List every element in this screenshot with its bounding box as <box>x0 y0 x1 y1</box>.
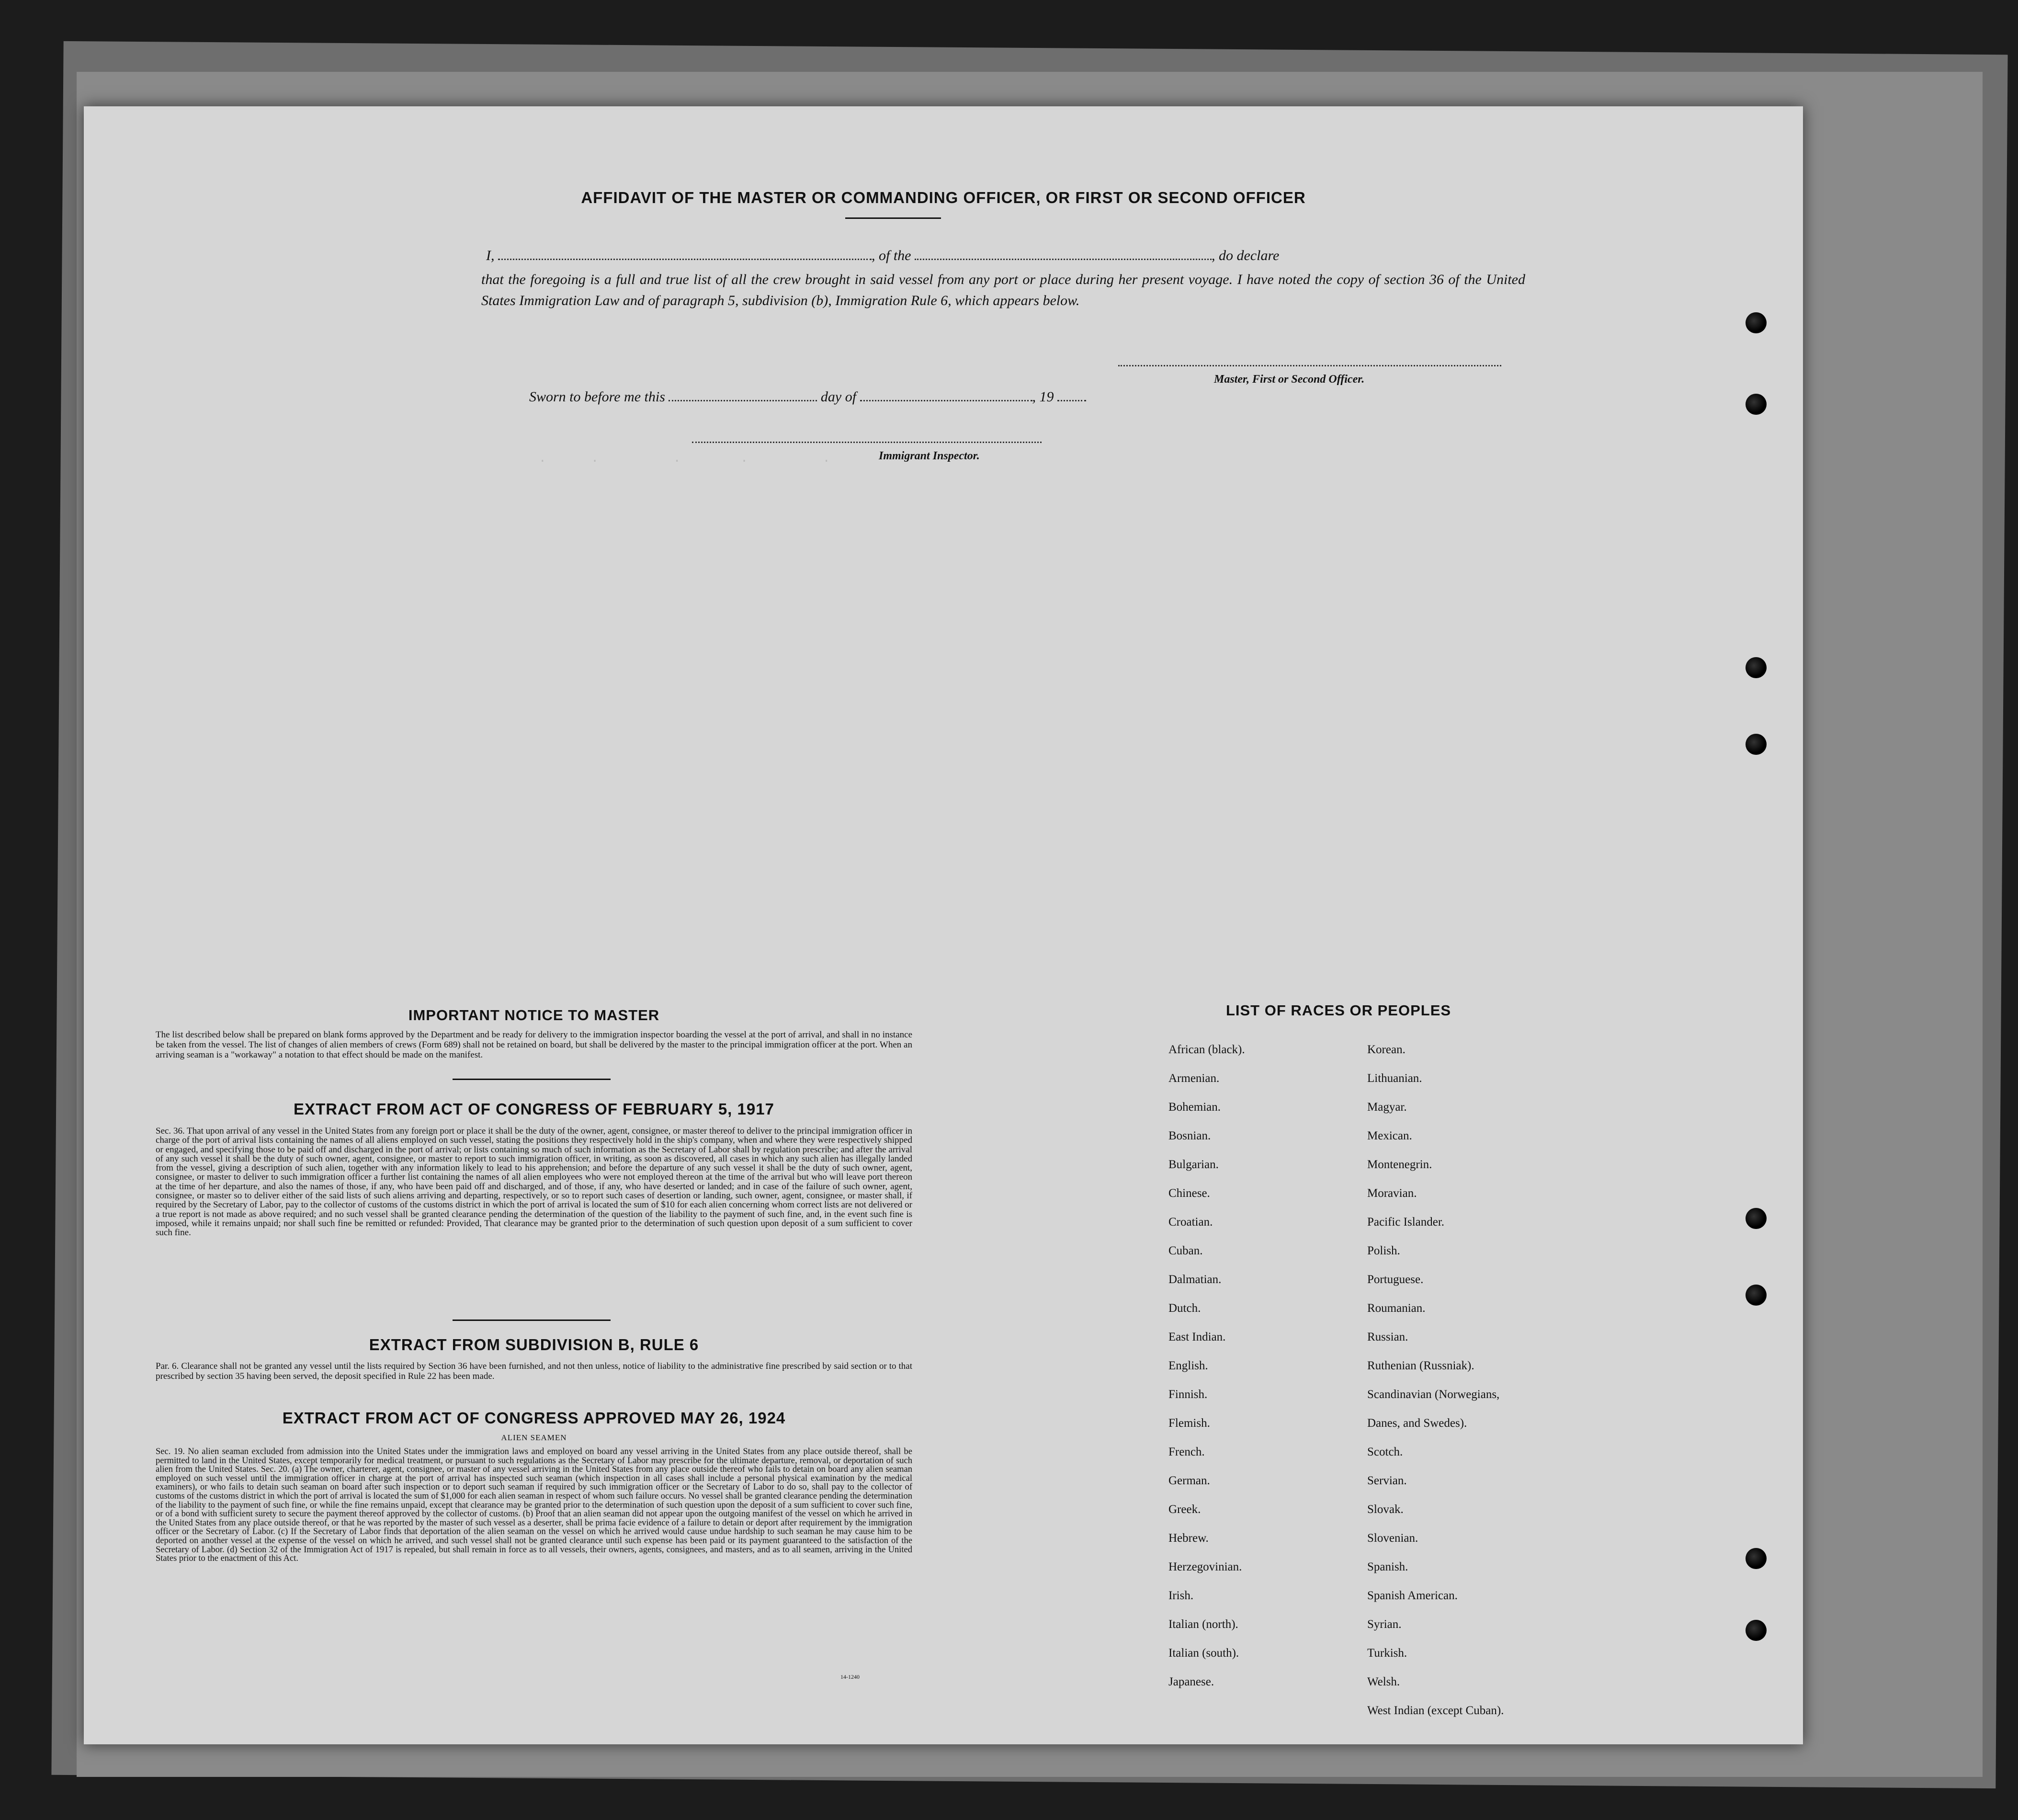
race-item: Lithuanian. <box>1367 1072 1422 1085</box>
act-1924-title: EXTRACT FROM ACT OF CONGRESS APPROVED MAY 26, 1924 <box>282 1409 786 1427</box>
act-1924-text: Sec. 19. No alien seaman excluded from admission into the United States under the immigration laws and employed on board any vessel arriving in the United States from any place outside thereof, shall be permitted to land in the United States, except temporarily for medical treatment, or pursuant to such regulations as the Secretary of Labor may prescribe for the ultimate departure, removal, or deportation of such alien from the United States. Sec. 20. (a) The owner, charterer, agent, consignee, or master of any vessel arriving in the United States from any place outside thereof who fails to detain on board any alien seaman employed on such vessel until the immigration officer in charge at the port of arrival has inspected such seaman (which inspection in all cases shall include a personal physical examination by the medical examiners), or who fails to detain such seaman on board after such inspection or to deport such seaman if required by such immigration officer or the Secretary of Labor to do so, shall pay to the collector of customs of the customs district in which the port of arrival is located the sum of $1,000 for each alien seaman in respect of whom such failure occurs. No vessel shall be granted clearance pending the determination of the liability to the payment of such fine, or while the fine remains unpaid, except that clearance may be granted prior to the determination of such question upon the deposit of a sum sufficient to cover such fine, or of a bond with sufficient surety to secure the payment thereof approved by the collector of customs. (b) Proof that an alien seaman did not appear upon the outgoing manifest of the vessel on which he arrived in the United States from any place outside thereof, or that he was reported by the master of such vessel as a deserter, shall be prima facie evidence of a failure to detain or deport after requirement by the immigration officer or the Secretary of Labor. (c) If the Secretary of Labor finds that deportation of the alien seaman on the vessel on which he arrived would cause undue hardship to such seaman he may cause him to be deported on another vessel at the expense of the vessel on which he arrived, and such vessel shall not be granted clearance until such expense has been paid or its payment guaranteed to the satisfaction of the Secretary of Labor. (d) Section 32 of the Immigration Act of 1917 is repealed, but shall remain in force as to all vessels, their owners, agents, consignees, and masters, and as to all seamen, arriving in the United States prior to the enactment of this Act. <box>156 1447 912 1564</box>
act-1917-title: EXTRACT FROM ACT OF CONGRESS OF FEBRUARY 5, 1917 <box>294 1100 774 1118</box>
race-item: Scandinavian (Norwegians, <box>1367 1388 1500 1401</box>
binder-hole <box>1746 1620 1767 1641</box>
race-item: Spanish. <box>1367 1560 1408 1573</box>
race-item: Dutch. <box>1168 1302 1201 1315</box>
rule-6-text: Par. 6. Clearance shall not be granted any vessel until the lists required by Section 36 have been furnished, and not then unless, notice of liability to the administrative fine prescribed by said section or to that prescribed by section 35 having been served, the deposit specified in Rule 22 has been made. <box>156 1361 912 1381</box>
race-item: Japanese. <box>1168 1675 1214 1688</box>
binder-hole <box>1746 1548 1767 1569</box>
races-title: LIST OF RACES OR PEOPLES <box>1225 1002 1451 1019</box>
race-item: Cuban. <box>1168 1244 1203 1257</box>
race-item: Montenegrin. <box>1367 1158 1432 1171</box>
race-item: Greek. <box>1168 1503 1201 1516</box>
sworn-day-blank[interactable] <box>669 400 817 401</box>
race-item: East Indian. <box>1168 1331 1226 1343</box>
race-item: Irish. <box>1168 1589 1194 1602</box>
binder-hole <box>1746 734 1767 755</box>
races-left-column <box>1168 1035 1245 1696</box>
race-item: Magyar. <box>1367 1101 1407 1114</box>
binder-hole <box>1746 657 1767 678</box>
notice-rule <box>453 1079 611 1080</box>
race-item: Armenian. <box>1168 1072 1220 1085</box>
act-1917-text: Sec. 36. That upon arrival of any vessel in the United States from any foreign port or place it shall be the duty of the owner, agent, consignee, or master thereof to deliver to the principal immigration officer in charge of the port of arrival lists containing the names of all aliens employed on such vessel, stating the positions they respectively hold in the ship's company, when and where they were respectively shipped or engaged, and specifying those to be paid off and discharged in the port of arrival; or lists containing so much of such information as the Secretary of Labor shall by regulation prescribe; and after the arrival of any such vessel it shall be the duty of such owner, agent, consignee, or master to report to such immigration officer, in writing, as soon as discovered, all cases in which any such alien has illegally landed from the vessel, giving a description of such alien, together with any information likely to lead to his apprehension; and before the departure of any such vessel it shall be the duty of such owner, agent, consignee, or master to deliver to such immigration officer a further list containing the names of all alien employees who were not employed thereon at the time of the arrival but who will leave port thereon at the time of her departure, and also the names of those, if any, who have been paid off and discharged, and of those, if any, who have deserted or landed; and in case of the failure of such owner, agent, consignee, or master so to deliver either of the said lists of such aliens arriving and departing, respectively, or so to report such cases of desertion or landing, such owner, agent, consignee, or master shall, if required by the Secretary of Labor, pay to the collector of customs of the customs district in which the port of arrival is located the sum of $10 for each alien concerning whom correct lists are not delivered or a true report is not made as above required; and no such vessel shall be granted clearance pending the determination of the question of the liability to the payment of such fine, and, in the event such fine is imposed, while it remains unpaid; nor shall such fine be remitted or refunded: Provided, That clearance may be granted prior to the determination of such question upon deposit of a sum sufficient to cover such fine. <box>156 1126 912 1238</box>
race-item: Hebrew. <box>1168 1532 1209 1545</box>
race-item: Finnish. <box>1168 1388 1208 1401</box>
master-signature-line[interactable] <box>1118 365 1501 366</box>
affidavit-page <box>84 106 1803 1744</box>
declaration-body: that the foregoing is a full and true list of all the crew brought in said vessel from any port or place during her present voyage. I have noted the copy of section 36 of the United States Immigration Law and of paragraph 5, subdivision (b), Immigration Rule 6, which appears below. <box>481 272 1525 308</box>
race-item: Servian. <box>1367 1474 1407 1487</box>
race-item: African (black). <box>1168 1043 1245 1056</box>
race-item: German. <box>1168 1474 1210 1487</box>
race-item: Slovenian. <box>1367 1532 1418 1545</box>
day-of-text: day of <box>820 389 857 405</box>
race-item: Croatian. <box>1168 1216 1213 1228</box>
race-item: Mexican. <box>1367 1129 1412 1142</box>
inspector-signature-line[interactable] <box>692 442 1042 443</box>
title-rule <box>845 217 941 219</box>
binder-hole <box>1746 312 1767 333</box>
race-item: Danes, and Swedes). <box>1367 1417 1467 1430</box>
form-number: 14-1240 <box>840 1673 860 1680</box>
race-item: Flemish. <box>1168 1417 1210 1430</box>
sworn-text: Sworn to before me this <box>529 389 665 405</box>
race-item: Bosnian. <box>1168 1129 1211 1142</box>
race-item: Syrian. <box>1367 1618 1402 1631</box>
name-blank[interactable] <box>498 259 872 260</box>
declaration-line <box>486 245 1525 266</box>
act-1917-rule <box>453 1320 611 1321</box>
affidavit-title: AFFIDAVIT OF THE MASTER OR COMMANDING OFFICER, OR FIRST OR SECOND OFFICER <box>581 189 1306 206</box>
binder-hole <box>1746 1285 1767 1306</box>
race-item: Slovak. <box>1367 1503 1404 1516</box>
race-item: Herzegovinian. <box>1168 1560 1242 1573</box>
race-item: West Indian (except Cuban). <box>1367 1704 1504 1717</box>
show-through-text: . . . . . <box>539 451 830 466</box>
race-item: Scotch. <box>1367 1445 1403 1458</box>
master-signature-label: Master, First or Second Officer. <box>1214 373 1365 386</box>
race-item: Turkish. <box>1367 1647 1407 1660</box>
race-item: Korean. <box>1367 1043 1406 1056</box>
binder-hole <box>1746 394 1767 415</box>
race-item: Russian. <box>1367 1331 1408 1343</box>
declaration-i: I, <box>486 248 495 263</box>
race-item: Bulgarian. <box>1168 1158 1219 1171</box>
declaration-of-the: , of the <box>872 248 911 263</box>
race-item: French. <box>1168 1445 1205 1458</box>
race-item: Bohemian. <box>1168 1101 1221 1114</box>
rule-6-title: EXTRACT FROM SUBDIVISION B, RULE 6 <box>369 1336 699 1354</box>
sworn-month-blank[interactable] <box>860 400 1032 401</box>
inspector-label: Immigrant Inspector. <box>879 450 980 462</box>
race-item: Italian (north). <box>1168 1618 1238 1631</box>
declaration-do-declare: , do declare <box>1212 248 1280 263</box>
sworn-line <box>529 387 1086 408</box>
year-prefix: , 19 <box>1032 389 1054 405</box>
race-item: Polish. <box>1367 1244 1400 1257</box>
binder-hole <box>1746 1208 1767 1229</box>
notice-title: IMPORTANT NOTICE TO MASTER <box>408 1007 660 1024</box>
races-right-column <box>1367 1035 1504 1725</box>
notice-text: The list described below shall be prepared on blank forms approved by the Department and be ready for delivery to the immigration inspector boarding the vessel at the port of arrival, and shall in no instance be taken from the vessel. The list of changes of alien members of crews (Form 689) shall not be retained on board, but shall be delivered by the master to the principal immigration officer at the port. When an arriving seaman is a "workaway" a notation to that effect should be made on the manifest. <box>156 1030 912 1060</box>
race-item: Portuguese. <box>1367 1273 1424 1286</box>
race-item: English. <box>1168 1359 1208 1372</box>
race-item: Roumanian. <box>1367 1302 1426 1315</box>
race-item: Chinese. <box>1168 1187 1210 1200</box>
race-item: Pacific Islander. <box>1367 1216 1445 1228</box>
race-item: Dalmatian. <box>1168 1273 1222 1286</box>
race-item: Welsh. <box>1367 1675 1400 1688</box>
alien-seamen-subtitle: ALIEN SEAMEN <box>501 1433 567 1442</box>
sworn-year-blank[interactable] <box>1057 400 1086 401</box>
race-item: Spanish American. <box>1367 1589 1458 1602</box>
race-item: Italian (south). <box>1168 1647 1239 1660</box>
vessel-blank[interactable] <box>915 259 1212 260</box>
race-item: Moravian. <box>1367 1187 1417 1200</box>
race-item: Ruthenian (Russniak). <box>1367 1359 1474 1372</box>
